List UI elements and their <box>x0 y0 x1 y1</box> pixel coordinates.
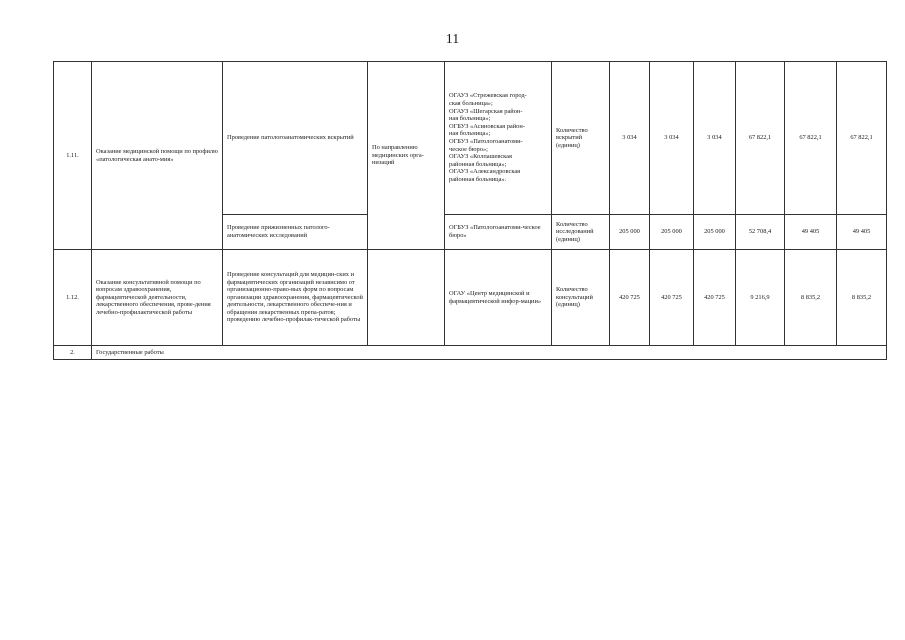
page-number: 11 <box>445 32 460 47</box>
institution-cell: ОГБУЗ «Патологоанатоми-ческое бюро» <box>445 215 552 250</box>
value-cell: 205 000 <box>650 215 694 250</box>
institution-line: ская больница»; <box>449 100 493 108</box>
value-cell: 67 822,1 <box>837 62 887 215</box>
indicator-cell: Количество консультаций (единиц) <box>552 250 610 346</box>
direction-cell <box>368 250 445 346</box>
value-cell: 49 405 <box>837 215 887 250</box>
institution-line: ОГБУЗ «Патологоанатоми- <box>449 138 523 145</box>
direction-cell: По направлению медицинских орга-низаций <box>368 62 445 250</box>
institution-line: районная больница». <box>449 175 507 183</box>
institution-cell: ОГАУ «Центр медицинской и фармацевтической инфор-мации» <box>445 250 552 346</box>
service-name: Оказание медицинской помощи по профилю «патологическая анато-мия» <box>92 62 223 250</box>
institution-line: ОГАУЗ «Шегарская район- <box>449 107 523 115</box>
institution-line: ОГАУЗ «Колпашевская <box>449 153 512 161</box>
value-cell: 8 835,2 <box>837 250 887 346</box>
value-cell: 49 405 <box>785 215 837 250</box>
value-cell: 9 216,9 <box>736 250 785 346</box>
value-cell: 8 835,2 <box>785 250 837 346</box>
indicator-cell: Количество исследований (единиц) <box>552 215 610 250</box>
value-cell: 420 725 <box>650 250 694 346</box>
value-cell: 3 034 <box>650 62 694 215</box>
section-title: Государственные работы <box>92 346 887 360</box>
row-number: 1.12. <box>54 250 92 346</box>
institution-line: ная больница»; <box>449 115 491 123</box>
service-name: Оказание консультативной помощи по вопросам здравоохранения, фармацевтической деятельности, лекарственного обеспечения, прове-дения лечебно-профилактической работы <box>92 250 223 346</box>
institution-line: районная больница»; <box>449 160 507 168</box>
institution-line: ная больница»; <box>449 130 491 138</box>
value-cell: 3 034 <box>694 62 736 215</box>
indicator-cell: Количество вскрытий (единиц) <box>552 62 610 215</box>
work-name: Проведение консультаций для медицин-ских и фармацевтических организаций независимо от организационно-право-вых форм по вопросам организации здравоохранения, фармацевтической деятельности, лекарственного обеспече-ния и обращения лекарственных препа-ратов; проведению лечебно-профилак-тической работы <box>223 250 368 346</box>
value-cell: 205 000 <box>694 215 736 250</box>
value-cell: 67 822,1 <box>785 62 837 215</box>
institution-line: ОГАУЗ «Александровская <box>449 168 521 176</box>
institution-line: ческое бюро»; <box>449 145 488 153</box>
services-table <box>53 61 887 360</box>
institution-line: ОГАУЗ «Стрежевская город- <box>449 92 527 100</box>
institution-line: ОГБУЗ «Асиновская район- <box>449 122 525 130</box>
value-cell: 3 034 <box>610 62 650 215</box>
table-row <box>54 346 887 360</box>
work-name: Проведение прижизненных патолого-анатомических исследований <box>223 215 368 250</box>
value-cell: 52 708,4 <box>736 215 785 250</box>
work-name: Проведение патологоанатомических вскрытий <box>223 62 368 215</box>
row-number: 2. <box>54 346 92 360</box>
table-row <box>54 250 887 346</box>
row-number: 1.11. <box>54 62 92 250</box>
value-cell: 205 000 <box>610 215 650 250</box>
institutions-list <box>445 62 552 215</box>
table-row <box>54 62 887 215</box>
value-cell: 420 725 <box>694 250 736 346</box>
value-cell: 67 822,1 <box>736 62 785 215</box>
value-cell: 420 725 <box>610 250 650 346</box>
